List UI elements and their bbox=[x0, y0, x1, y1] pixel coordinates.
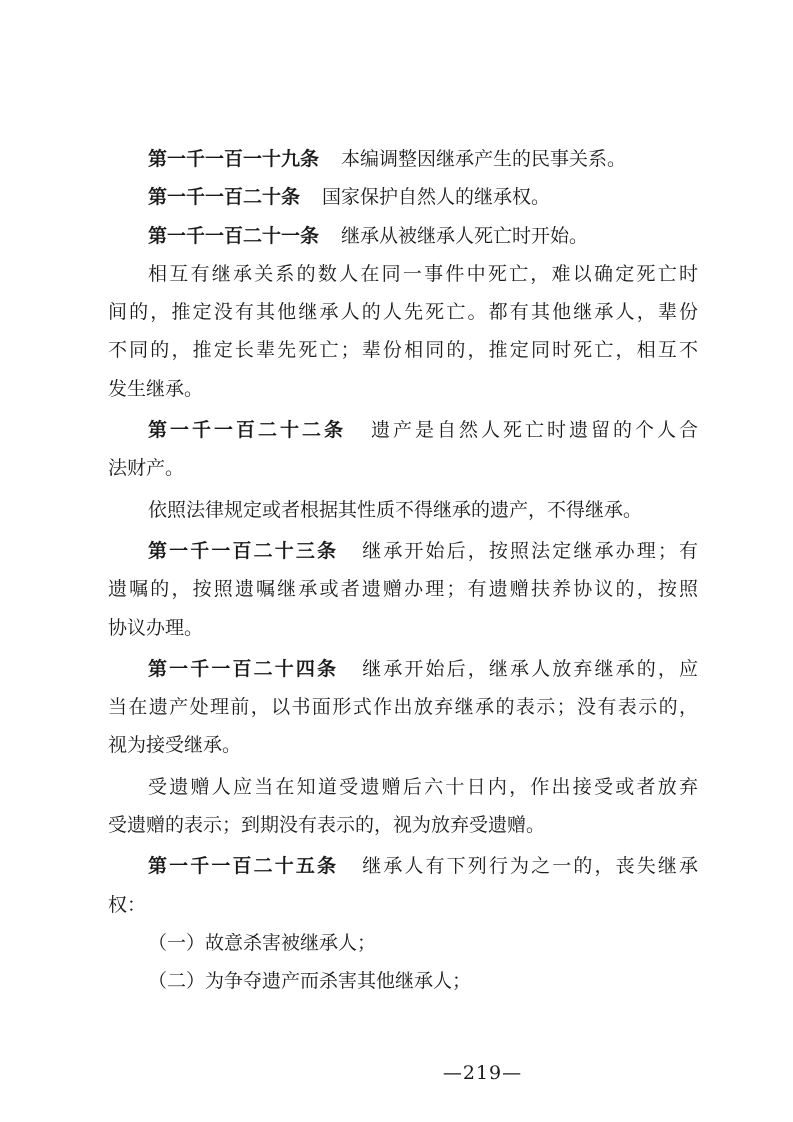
article-heading: 第一千一百二十二条 bbox=[148, 419, 346, 442]
article-text-block bbox=[108, 140, 698, 1001]
article-1122 bbox=[108, 411, 698, 449]
paragraph-line: 受遗赠的表示；到期没有表示的，视为放弃受遗赠。 bbox=[108, 814, 546, 837]
list-item: （二）为争夺遗产而杀害其他继承人； bbox=[148, 970, 472, 993]
paragraph-line: 间的，推定没有其他继承人的人先死亡。都有其他继承人，辈份 bbox=[108, 301, 698, 324]
article-text: 继承开始后，继承人放弃继承的，应 bbox=[360, 657, 698, 680]
article-heading: 第一千一百二十条 bbox=[148, 186, 301, 209]
paragraph-line: 发生继承。 bbox=[108, 377, 204, 400]
paragraph-line: 遗嘱的，按照遗嘱继承或者遗赠办理；有遗赠扶养协议的，按照 bbox=[108, 578, 698, 601]
article-1120 bbox=[108, 178, 698, 216]
article-heading: 第一千一百一十九条 bbox=[148, 148, 320, 170]
article-heading: 第一千一百二十三条 bbox=[148, 539, 339, 562]
article-heading: 第一千一百二十一条 bbox=[148, 224, 320, 247]
article-text: 遗产是自然人死亡时遗留的个人合 bbox=[368, 419, 698, 442]
article-1121 bbox=[108, 217, 698, 255]
paragraph-line: 相互有继承关系的数人在同一事件中死亡，难以确定死亡时 bbox=[148, 262, 698, 285]
article-1123 bbox=[108, 532, 698, 570]
page-number: —219— bbox=[442, 1062, 523, 1084]
paragraph-line: 依照法律规定或者根据其性质不得继承的遗产，不得继承。 bbox=[148, 498, 643, 521]
article-1119 bbox=[108, 140, 698, 178]
paragraph-line: 法财产。 bbox=[108, 457, 185, 480]
article-1125 bbox=[108, 847, 698, 885]
article-heading: 第一千一百二十四条 bbox=[148, 657, 339, 680]
article-1124 bbox=[108, 650, 698, 688]
paragraph-line: 视为接受继承。 bbox=[108, 734, 242, 757]
article-text: 国家保护自然人的继承权。 bbox=[322, 186, 551, 209]
article-text: 继承开始后，按照法定继承办理；有 bbox=[360, 539, 698, 562]
paragraph-line: 当在遗产处理前，以书面形式作出放弃继承的表示；没有表示的， bbox=[108, 696, 698, 719]
paragraph-line: 权： bbox=[108, 893, 147, 916]
article-text: 继承人有下列行为之一的，丧失继承 bbox=[360, 855, 698, 878]
article-text: 继承从被继承人死亡时开始。 bbox=[341, 224, 589, 247]
list-item: （一）故意杀害被继承人； bbox=[148, 931, 377, 954]
paragraph-line: 受遗赠人应当在知道受遗赠后六十日内，作出接受或者放弃 bbox=[148, 775, 698, 798]
article-text: 本编调整因继承产生的民事关系。 bbox=[341, 148, 627, 170]
article-heading: 第一千一百二十五条 bbox=[148, 855, 339, 878]
paragraph-line: 协议办理。 bbox=[108, 616, 204, 639]
paragraph-line: 不同的，推定长辈先死亡；辈份相同的，推定同时死亡，相互不 bbox=[108, 339, 698, 362]
